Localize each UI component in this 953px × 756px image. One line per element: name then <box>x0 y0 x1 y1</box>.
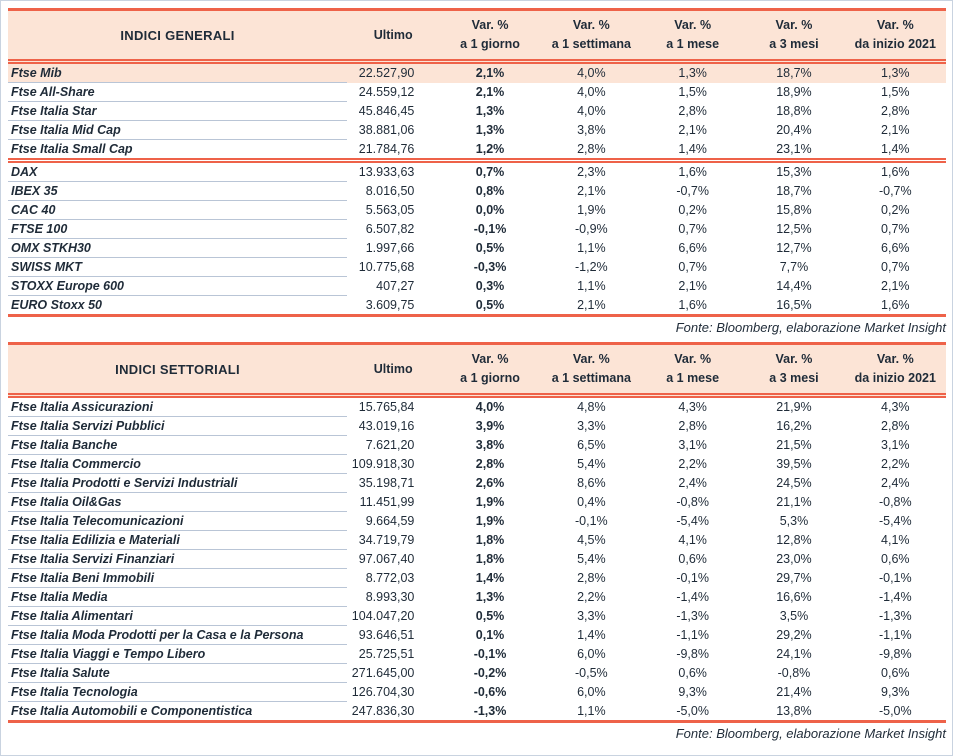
index-name: FTSE 100 <box>8 220 347 239</box>
var-1-giorno: 1,9% <box>475 514 505 528</box>
var-1-giorno: -0,6% <box>473 685 507 699</box>
var-1-mese: 2,2% <box>678 457 707 471</box>
last-value: 1.997,66 <box>365 241 415 255</box>
last-value: 22.527,90 <box>347 62 439 83</box>
index-name: Ftse Italia Small Cap <box>8 140 347 161</box>
col-header-line2: a 3 mesi <box>769 371 819 385</box>
table-row <box>8 296 946 316</box>
table-row <box>8 683 946 702</box>
last-value: 271.645,00 <box>351 666 415 680</box>
table-row <box>8 102 946 121</box>
var-3-mesi: 21,4% <box>776 685 812 699</box>
last-value: 109.918,30 <box>351 457 415 471</box>
var-1-giorno: 2,6% <box>475 476 505 490</box>
var-inizio-2021: 2,8% <box>881 419 910 433</box>
sector-indices-table <box>8 342 946 723</box>
table-row <box>8 645 946 664</box>
index-name: Ftse Italia Mid Cap <box>8 121 347 140</box>
var-3-mesi: 12,7% <box>776 241 812 255</box>
var-1-settimana: 6,5% <box>577 438 606 452</box>
table-row <box>8 550 946 569</box>
var-1-settimana: 2,8% <box>577 571 606 585</box>
var-inizio-2021: 1,5% <box>881 85 910 99</box>
last-value: 126.704,30 <box>351 685 415 699</box>
var-1-giorno: 0,1% <box>475 628 505 642</box>
var-inizio-2021: -0,7% <box>878 184 912 198</box>
var-3-mesi: 23,0% <box>776 552 812 566</box>
general-indices-table <box>8 8 946 317</box>
header-row <box>8 10 946 62</box>
var-1-mese: 2,8% <box>678 104 707 118</box>
last-value: 34.719,79 <box>358 533 415 547</box>
last-value: 38.881,06 <box>358 123 415 137</box>
var-1-settimana: 4,0% <box>577 85 606 99</box>
last-value: 15.765,84 <box>358 400 415 415</box>
var-1-giorno: 1,9% <box>475 495 505 509</box>
col-header-line1: Var. % <box>471 18 509 32</box>
index-name: Ftse Italia Salute <box>8 664 347 683</box>
index-name: Ftse Italia Moda Prodotti per la Casa e la Persona <box>8 626 347 645</box>
index-name: Ftse Italia Commercio <box>8 455 347 474</box>
var-3-mesi: 7,7% <box>779 260 809 274</box>
last-value: 407,27 <box>376 279 415 293</box>
var-1-mese: 2,4% <box>678 476 707 490</box>
var-1-giorno: 0,3% <box>475 279 505 293</box>
var-3-mesi: 12,5% <box>776 222 812 236</box>
last-value: 10.775,68 <box>358 260 415 274</box>
var-1-mese: 0,2% <box>678 203 707 217</box>
var-1-giorno: 0,5% <box>475 241 505 255</box>
index-name: CAC 40 <box>8 201 347 220</box>
last-value: 11.451,99 <box>359 495 415 509</box>
var-1-settimana: 4,0% <box>577 104 606 118</box>
var-1-mese: 0,7% <box>678 260 707 274</box>
var-inizio-2021: 4,3% <box>881 400 910 415</box>
source-note: Fonte: Bloomberg, elaborazione Market Insight <box>675 320 946 335</box>
table-row <box>8 702 946 722</box>
var-1-giorno: -0,3% <box>473 260 507 274</box>
table-row <box>8 664 946 683</box>
col-header-line1: Var. % <box>572 18 610 32</box>
table-row <box>8 239 946 258</box>
var-inizio-2021: -1,1% <box>878 628 912 642</box>
index-name: Ftse Italia Servizi Finanziari <box>8 550 347 569</box>
index-name: Ftse Italia Edilizia e Materiali <box>8 531 347 550</box>
var-inizio-2021: 0,6% <box>881 666 910 680</box>
var-3-mesi: 14,4% <box>776 279 812 293</box>
col-header-line1: Var. % <box>572 352 610 366</box>
index-name: Ftse Italia Alimentari <box>8 607 347 626</box>
var-1-settimana: 4,8% <box>577 400 606 415</box>
last-value: 3.609,75 <box>365 297 415 312</box>
var-1-giorno: 1,8% <box>475 533 505 547</box>
last-value: 7.621,20 <box>365 438 415 452</box>
index-name: SWISS MKT <box>8 258 347 277</box>
col-header-line1: Var. % <box>775 352 813 366</box>
var-3-mesi: 5,3% <box>779 514 809 528</box>
var-3-mesi: 18,7% <box>743 62 844 83</box>
var-inizio-2021: 2,4% <box>881 476 910 490</box>
var-1-mese: 2,1% <box>678 279 707 293</box>
var-3-mesi: -0,8% <box>777 666 811 680</box>
var-3-mesi: 12,8% <box>776 533 812 547</box>
var-inizio-2021: 2,8% <box>881 104 910 118</box>
col-header-line2: da inizio 2021 <box>854 371 936 385</box>
var-1-settimana: -0,1% <box>575 514 608 528</box>
var-inizio-2021: -1,4% <box>878 590 912 604</box>
table-row <box>8 258 946 277</box>
var-3-mesi: 16,5% <box>776 297 812 312</box>
last-value: 104.047,20 <box>351 609 415 623</box>
indici-generali-table <box>8 8 945 317</box>
var-inizio-2021: 0,2% <box>881 203 910 217</box>
col-header-var-1-settimana <box>541 344 642 396</box>
var-3-mesi: 16,2% <box>776 419 812 433</box>
var-1-mese: 1,6% <box>678 165 707 180</box>
var-inizio-2021: 2,2% <box>881 457 910 471</box>
var-3-mesi: 21,9% <box>776 400 812 415</box>
var-3-mesi: 39,5% <box>776 457 812 471</box>
index-name: Ftse All-Share <box>8 83 347 102</box>
var-inizio-2021: 1,6% <box>881 165 910 180</box>
var-1-giorno: 4,0% <box>475 400 505 415</box>
last-value: 35.198,71 <box>358 476 415 490</box>
var-inizio-2021: -5,0% <box>878 703 912 718</box>
index-name: Ftse Italia Star <box>8 102 347 121</box>
col-header-line2: a 1 settimana <box>551 37 631 51</box>
var-1-giorno: 2,8% <box>475 457 505 471</box>
var-inizio-2021: -1,3% <box>878 609 912 623</box>
last-value: 45.846,45 <box>358 104 415 118</box>
last-value: 247.836,30 <box>351 703 415 718</box>
var-1-settimana: 5,4% <box>577 552 606 566</box>
col-header-line1: Var. % <box>876 18 914 32</box>
var-1-settimana: -0,9% <box>575 222 608 236</box>
var-inizio-2021: 6,6% <box>881 241 910 255</box>
table-row <box>8 201 946 220</box>
var-1-settimana: 1,1% <box>577 703 606 718</box>
table-row <box>8 493 946 512</box>
var-inizio-2021: 1,6% <box>881 297 910 312</box>
table-row <box>8 474 946 493</box>
var-inizio-2021: -0,8% <box>878 495 912 509</box>
col-header-var-1-mese <box>642 344 743 396</box>
var-inizio-2021: 3,1% <box>881 438 910 452</box>
index-name: EURO Stoxx 50 <box>11 298 103 312</box>
table-row <box>8 417 946 436</box>
table-row <box>8 512 946 531</box>
var-inizio-2021: 1,3% <box>845 62 946 83</box>
table-row <box>8 277 946 296</box>
var-1-mese: 1,6% <box>678 297 707 312</box>
col-header-var-inizio-2021 <box>845 10 946 62</box>
var-3-mesi: 21,1% <box>776 495 812 509</box>
var-1-giorno: 0,5% <box>475 297 505 312</box>
var-1-mese: -5,4% <box>676 514 709 528</box>
var-1-mese: -0,8% <box>676 495 709 509</box>
var-1-settimana: 2,1% <box>577 297 606 312</box>
var-1-settimana: 1,1% <box>577 241 606 255</box>
var-1-giorno: 1,8% <box>475 552 505 566</box>
col-header-line2: a 1 giorno <box>460 37 520 51</box>
indici-settoriali-table <box>8 342 945 723</box>
var-1-giorno: -1,3% <box>473 703 507 718</box>
col-header-var-1-giorno <box>439 344 540 396</box>
var-3-mesi: 20,4% <box>776 123 812 137</box>
var-1-giorno: 1,3% <box>475 104 505 118</box>
table-row <box>8 83 946 102</box>
var-3-mesi: 15,3% <box>776 165 812 180</box>
var-1-giorno: 1,2% <box>439 140 540 161</box>
var-1-giorno: 2,1% <box>439 62 540 83</box>
col-header-var-1-mese <box>642 10 743 62</box>
var-inizio-2021: -5,4% <box>878 514 912 528</box>
index-name: Ftse Italia Automobili e Componentistica <box>11 704 253 718</box>
index-name: STOXX Europe 600 <box>8 277 347 296</box>
var-1-giorno: -0,1% <box>473 222 507 236</box>
var-1-mese: -1,3% <box>676 609 709 623</box>
last-value: 9.664,59 <box>365 514 415 528</box>
index-name: IBEX 35 <box>8 182 347 201</box>
col-header-var-1-giorno <box>439 10 540 62</box>
var-1-mese: 4,3% <box>678 400 707 415</box>
var-3-mesi: 3,5% <box>779 609 809 623</box>
var-3-mesi: 23,1% <box>743 140 844 161</box>
var-1-settimana: 1,1% <box>577 279 606 293</box>
var-1-mese: 1,5% <box>678 85 707 99</box>
var-inizio-2021: 0,6% <box>881 552 910 566</box>
var-1-settimana: 5,4% <box>577 457 606 471</box>
var-1-settimana: 8,6% <box>577 476 606 490</box>
var-1-mese: 1,3% <box>642 62 743 83</box>
index-name: Ftse Italia Telecomunicazioni <box>8 512 347 531</box>
var-3-mesi: 18,8% <box>776 104 812 118</box>
var-1-settimana: 2,3% <box>577 165 606 180</box>
index-name: Ftse Italia Banche <box>8 436 347 455</box>
var-1-settimana: -0,5% <box>575 666 608 680</box>
col-header-line2: a 1 settimana <box>551 371 631 385</box>
var-1-settimana: 4,5% <box>577 533 606 547</box>
var-1-giorno: 3,8% <box>475 438 505 452</box>
var-inizio-2021: 2,1% <box>881 279 910 293</box>
col-header-line1: Var. % <box>674 18 712 32</box>
col-header-var-3-mesi <box>743 344 844 396</box>
last-value: 21.784,76 <box>347 140 439 161</box>
var-1-giorno: 0,7% <box>475 165 505 180</box>
var-inizio-2021: -0,1% <box>878 571 912 585</box>
var-1-giorno: -0,1% <box>473 647 507 661</box>
col-header-var-inizio-2021 <box>845 344 946 396</box>
var-1-settimana: 2,2% <box>577 590 606 604</box>
var-1-mese: 0,6% <box>678 552 707 566</box>
var-1-giorno: 2,1% <box>475 85 505 99</box>
var-1-settimana: 2,1% <box>577 184 606 198</box>
var-1-mese: 1,4% <box>642 140 743 161</box>
index-name: Ftse Italia Tecnologia <box>8 683 347 702</box>
var-1-giorno: 3,9% <box>475 419 505 433</box>
table-title: INDICI SETTORIALI <box>8 344 347 396</box>
var-1-mese: -9,8% <box>676 647 709 661</box>
col-header-line2: da inizio 2021 <box>854 37 936 51</box>
var-3-mesi: 15,8% <box>776 203 812 217</box>
var-inizio-2021: 4,1% <box>881 533 910 547</box>
var-3-mesi: 29,2% <box>776 628 812 642</box>
last-value: 8.772,03 <box>365 571 415 585</box>
var-1-mese: -0,1% <box>676 571 709 585</box>
last-value: 43.019,16 <box>358 419 415 433</box>
table-row <box>8 626 946 645</box>
var-1-mese: 6,6% <box>678 241 707 255</box>
index-name: Ftse Mib <box>8 62 347 83</box>
var-3-mesi: 16,6% <box>776 590 812 604</box>
col-header-ultimo: Ultimo <box>347 344 439 396</box>
var-1-mese: 0,7% <box>678 222 707 236</box>
var-1-settimana: 6,0% <box>577 685 606 699</box>
last-value: 6.507,82 <box>365 222 415 236</box>
var-3-mesi: 29,7% <box>776 571 812 585</box>
col-header-ultimo: Ultimo <box>347 10 439 62</box>
table-row <box>8 588 946 607</box>
table-title: INDICI GENERALI <box>8 10 347 62</box>
var-1-giorno: 0,8% <box>475 184 505 198</box>
index-name: Ftse Italia Assicurazioni <box>8 396 347 417</box>
table-row <box>8 607 946 626</box>
var-1-mese: -5,0% <box>676 703 709 718</box>
var-1-giorno: 0,0% <box>475 203 505 217</box>
var-1-settimana: 3,8% <box>577 123 606 137</box>
last-value: 8.993,30 <box>365 590 415 604</box>
index-name: Ftse Italia Beni Immobili <box>8 569 347 588</box>
table-row <box>8 436 946 455</box>
var-1-mese: -0,7% <box>676 184 709 198</box>
var-1-mese: 9,3% <box>678 685 707 699</box>
last-value: 13.933,63 <box>358 165 415 180</box>
source-note: Fonte: Bloomberg, elaborazione Market Insight <box>675 726 946 741</box>
index-name: DAX <box>8 161 347 182</box>
col-header-var-3-mesi <box>743 10 844 62</box>
index-name: Ftse Italia Viaggi e Tempo Libero <box>8 645 347 664</box>
table-row <box>8 396 946 417</box>
var-inizio-2021: 0,7% <box>881 260 910 274</box>
index-name: Ftse Italia Servizi Pubblici <box>8 417 347 436</box>
col-header-line2: a 1 giorno <box>460 371 520 385</box>
last-value: 5.563,05 <box>365 203 415 217</box>
var-1-mese: -1,4% <box>676 590 709 604</box>
table-row <box>8 161 946 182</box>
var-1-giorno: 1,4% <box>475 571 505 585</box>
var-1-settimana: -1,2% <box>575 260 608 274</box>
var-inizio-2021: 9,3% <box>881 685 910 699</box>
col-header-line2: a 1 mese <box>666 371 720 385</box>
col-header-line1: Var. % <box>876 352 914 366</box>
col-header-line1: Var. % <box>674 352 712 366</box>
table-row <box>8 140 946 161</box>
var-1-giorno: 0,5% <box>475 609 505 623</box>
last-value: 97.067,40 <box>358 552 415 566</box>
table-row <box>8 455 946 474</box>
var-1-settimana: 3,3% <box>577 609 606 623</box>
var-1-settimana: 3,3% <box>577 419 606 433</box>
var-3-mesi: 24,1% <box>776 647 812 661</box>
col-header-line2: a 1 mese <box>666 37 720 51</box>
var-1-mese: 0,6% <box>678 666 707 680</box>
col-header-line1: Var. % <box>471 352 509 366</box>
var-inizio-2021: 0,7% <box>881 222 910 236</box>
index-name: OMX STKH30 <box>8 239 347 258</box>
var-1-mese: 2,8% <box>678 419 707 433</box>
var-1-mese: 4,1% <box>678 533 707 547</box>
last-value: 93.646,51 <box>358 628 415 642</box>
var-1-settimana: 6,0% <box>577 647 606 661</box>
col-header-line1: Var. % <box>775 18 813 32</box>
last-value: 25.725,51 <box>358 647 415 661</box>
table-row <box>8 220 946 239</box>
var-3-mesi: 18,7% <box>776 184 812 198</box>
var-1-giorno: 1,3% <box>475 590 505 604</box>
table-row <box>8 182 946 201</box>
var-1-giorno: 1,3% <box>475 123 505 137</box>
var-inizio-2021: 2,1% <box>881 123 910 137</box>
var-1-settimana: 2,8% <box>541 140 642 161</box>
var-1-mese: 3,1% <box>678 438 707 452</box>
var-1-giorno: -0,2% <box>473 666 507 680</box>
table-row <box>8 121 946 140</box>
last-value: 8.016,50 <box>365 184 415 198</box>
var-inizio-2021: 1,4% <box>845 140 946 161</box>
col-header-line2: a 3 mesi <box>769 37 819 51</box>
index-name: Ftse Italia Prodotti e Servizi Industriali <box>8 474 347 493</box>
var-1-mese: -1,1% <box>676 628 709 642</box>
var-3-mesi: 21,5% <box>776 438 812 452</box>
table-row <box>8 531 946 550</box>
table-row <box>8 62 946 83</box>
index-name: Ftse Italia Media <box>8 588 347 607</box>
col-header-var-1-settimana <box>541 10 642 62</box>
var-1-settimana: 0,4% <box>577 495 606 509</box>
header-row <box>8 344 946 396</box>
var-1-mese: 2,1% <box>678 123 707 137</box>
table-row <box>8 569 946 588</box>
last-value: 24.559,12 <box>358 85 415 99</box>
var-inizio-2021: -9,8% <box>878 647 912 661</box>
var-1-settimana: 1,9% <box>577 203 606 217</box>
var-3-mesi: 13,8% <box>776 703 812 718</box>
var-3-mesi: 24,5% <box>776 476 812 490</box>
var-3-mesi: 18,9% <box>776 85 812 99</box>
index-name: Ftse Italia Oil&Gas <box>8 493 347 512</box>
var-1-settimana: 4,0% <box>541 62 642 83</box>
var-1-settimana: 1,4% <box>577 628 606 642</box>
